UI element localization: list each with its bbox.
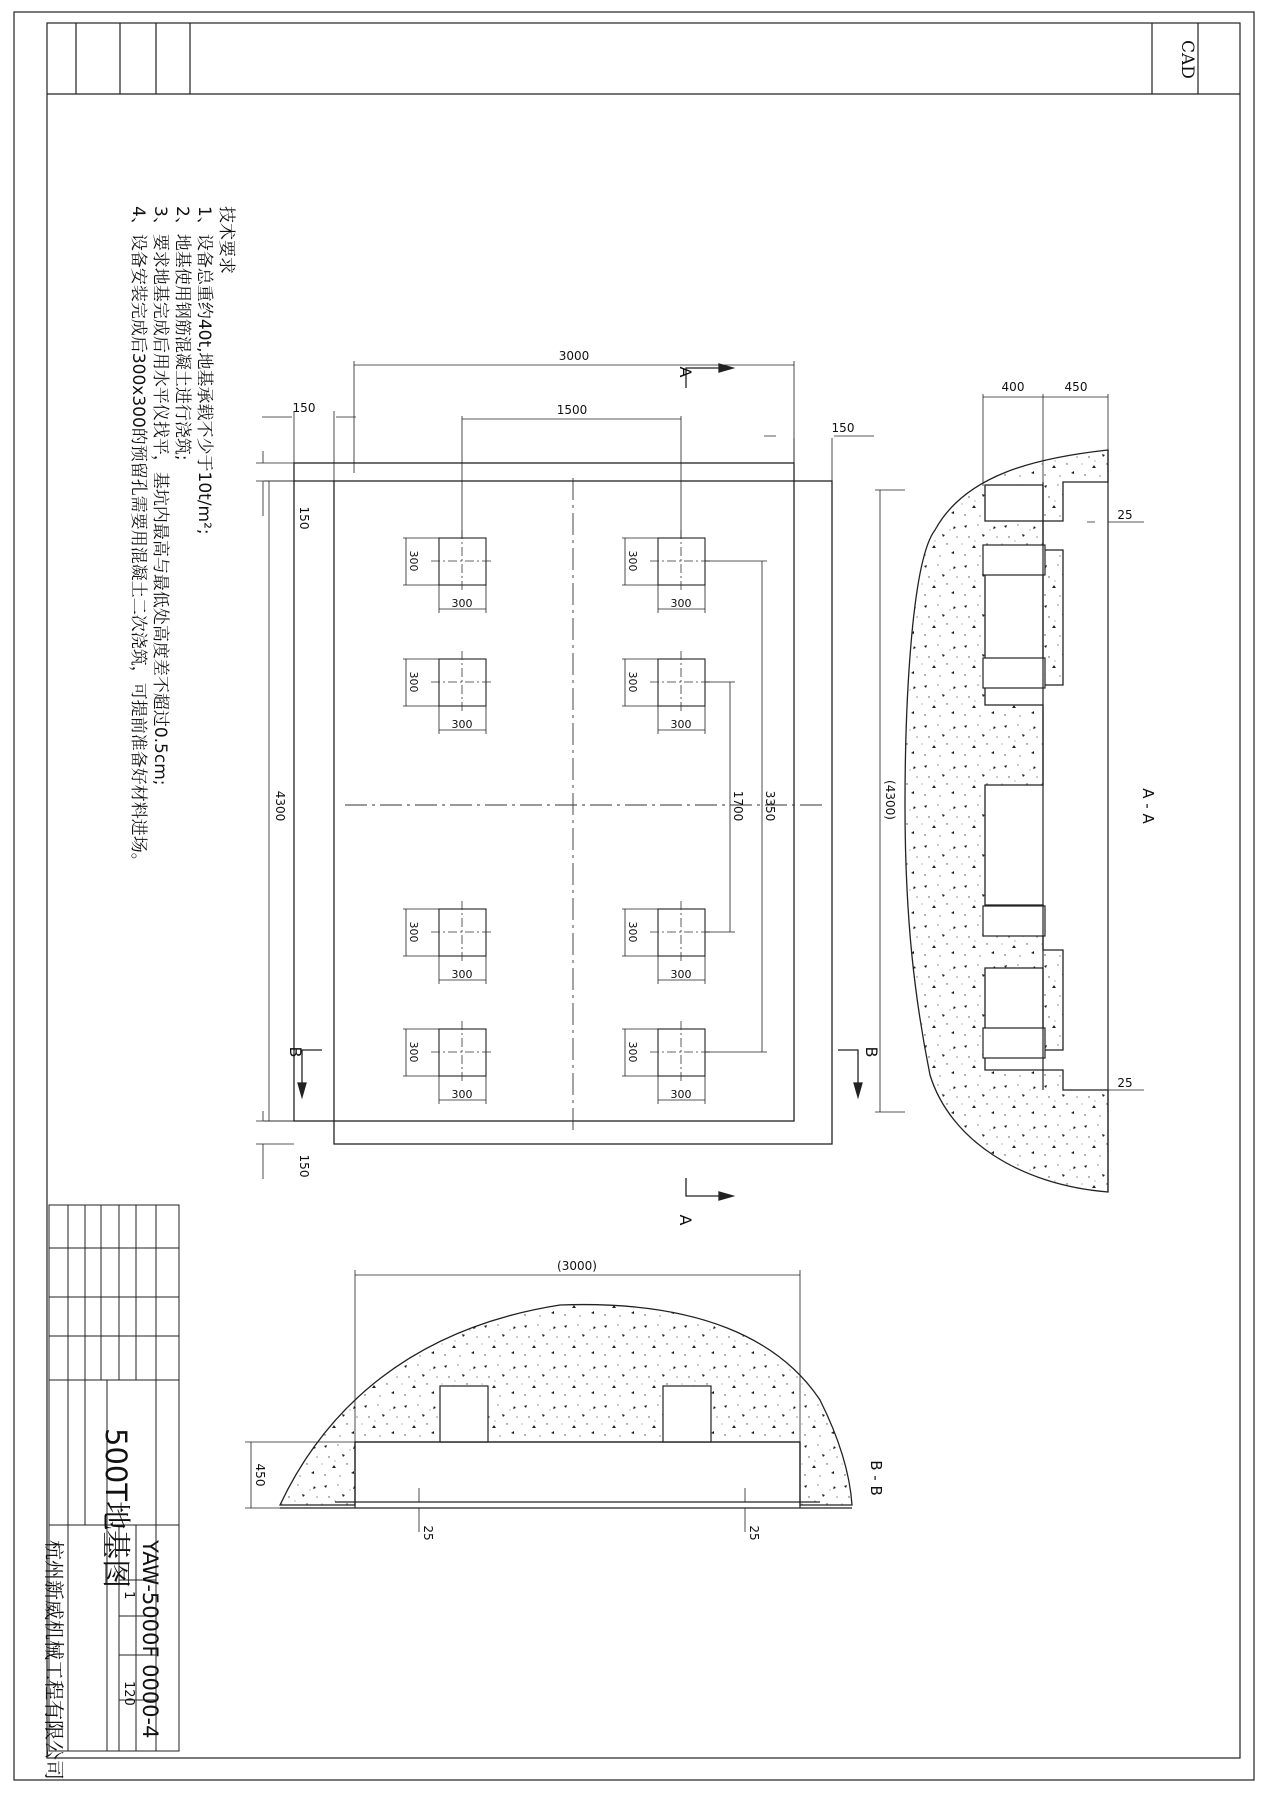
- dim-wall-bottom: 150: [297, 1154, 311, 1178]
- dim-inner-span: 1700: [731, 790, 745, 822]
- dim-hole-length: 300: [626, 550, 639, 572]
- anchor-hole: [439, 538, 486, 585]
- dim-ledge-right: 150: [831, 421, 855, 435]
- dim-hole-length: 300: [626, 1041, 639, 1063]
- section-label-b-left: B: [286, 1046, 305, 1058]
- anchor-hole: [658, 909, 705, 956]
- dim-bb-step-right: 25: [747, 1525, 761, 1541]
- dim-hole-length: 300: [407, 1041, 420, 1063]
- note-1: 1、设备总重约40t,地基承载不少于10t/m²;: [194, 206, 214, 535]
- anchor-hole: [658, 1029, 705, 1076]
- section-aa-label: A - A: [1139, 788, 1157, 824]
- dim-hole-length: 300: [626, 921, 639, 943]
- section-markers: [298, 364, 862, 1200]
- anchor-hole: [439, 909, 486, 956]
- section-bb: [245, 1270, 852, 1532]
- section-label-a-top: A: [676, 366, 695, 378]
- cad-label: CAD: [1177, 40, 1197, 79]
- drawing-code: YAW-5000F 0000-4: [138, 1540, 162, 1739]
- dim-outer-span: 3350: [763, 790, 777, 822]
- plan-dimension-lines: [256, 361, 874, 1179]
- anchor-holes: [403, 530, 713, 1104]
- note-4: 4、设备安装完成后300x300的预留孔需要用混凝土二次浇筑，可提前准备好材料进场。: [128, 206, 148, 870]
- dim-aa-step-top: 25: [1117, 508, 1133, 522]
- dim-hole-width: 300: [451, 597, 473, 610]
- drawing-name: 500T地基图: [99, 1428, 133, 1589]
- dim-half-spacing: 1500: [556, 403, 588, 417]
- section-bb-label: B - B: [867, 1460, 885, 1496]
- plan-dims: [273, 349, 854, 1177]
- notes-title: 技术要求: [216, 206, 236, 274]
- dim-length: 4300: [273, 790, 287, 822]
- section-label-b-right: B: [862, 1046, 881, 1058]
- technical-notes: [127, 206, 237, 870]
- dim-aa-top-right: 450: [1064, 380, 1088, 394]
- dim-aa-top-left: 400: [1001, 380, 1025, 394]
- dim-hole-length: 300: [407, 550, 420, 572]
- anchor-hole: [439, 659, 486, 706]
- dim-hole-width: 300: [670, 1088, 692, 1101]
- dim-hole-width: 300: [451, 718, 473, 731]
- dim-width: 3000: [558, 349, 590, 363]
- anchor-hole: [439, 1029, 486, 1076]
- dim-hole-width: 300: [451, 1088, 473, 1101]
- center-lines: [345, 478, 823, 1135]
- hole-dims: [407, 551, 692, 1102]
- dim-hole-length: 300: [626, 671, 639, 693]
- section-label-a-bottom: A: [676, 1214, 695, 1226]
- dim-bb-width: (3000): [557, 1259, 597, 1273]
- dim-hole-length: 300: [407, 671, 420, 693]
- dim-wall-top: 150: [297, 506, 311, 530]
- anchor-hole: [658, 659, 705, 706]
- dim-hole-width: 300: [670, 718, 692, 731]
- dim-hole-length: 300: [407, 921, 420, 943]
- dim-ledge-left: 150: [292, 401, 316, 415]
- section-aa: [875, 394, 1144, 1192]
- note-2: 2、地基使用钢筋混凝土进行浇筑;: [172, 206, 192, 461]
- plan-view: [294, 463, 832, 1144]
- scale-value: 120: [121, 1681, 136, 1706]
- dim-bb-step-left: 25: [421, 1525, 435, 1541]
- dim-aa-step-bottom: 25: [1117, 1076, 1133, 1090]
- dim-hole-width: 300: [670, 968, 692, 981]
- dim-bb-depth: 450: [253, 1463, 267, 1487]
- anchor-hole: [658, 538, 705, 585]
- note-3: 3、要求地基完成后用水平仪找平，基坑内最高与最低处高度差不超过0.5cm;: [150, 206, 170, 786]
- sheet-count: 1: [121, 1591, 136, 1600]
- dim-hole-width: 300: [451, 968, 473, 981]
- dim-hole-width: 300: [670, 597, 692, 610]
- dim-aa-length: (4300): [883, 780, 897, 820]
- company-name: 杭州新威机械工程有限公司: [42, 1540, 66, 1780]
